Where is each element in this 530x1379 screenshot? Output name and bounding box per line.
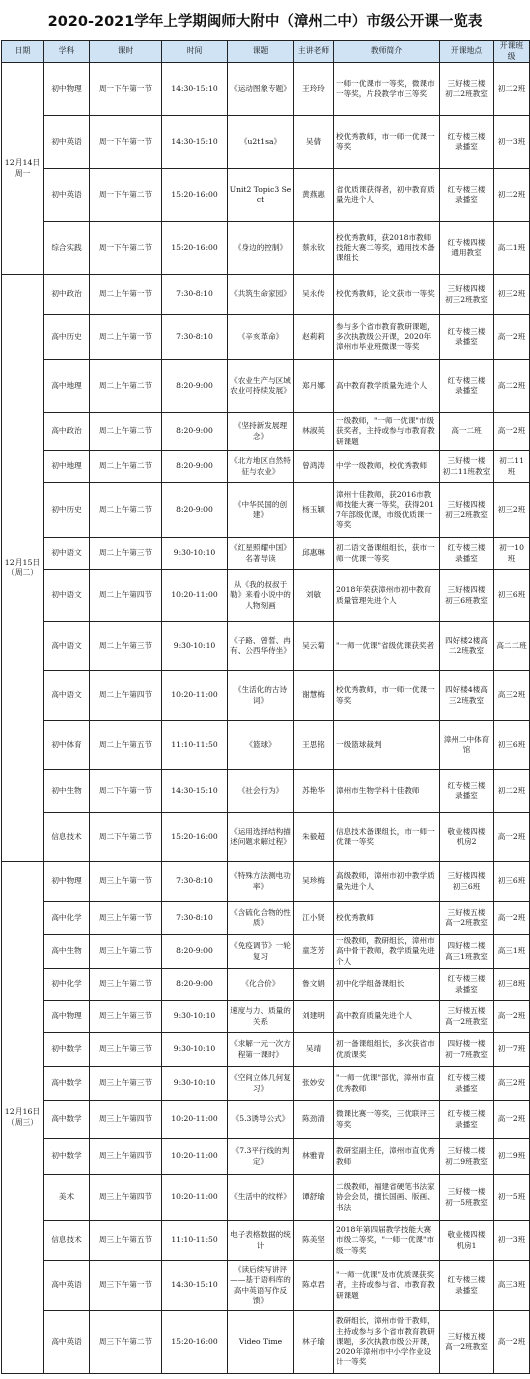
intro-cell: 教研组长，漳州市骨干教师，主持或参与多个省市教育教研课题，多次执教市级公开课，2020年漳州市中小学作业设计一等奖	[334, 1311, 440, 1374]
table-row	[2, 1175, 530, 1221]
topic-cell: 《求解一元一次方程第一课时》	[228, 1033, 294, 1067]
intro-cell: 漳州市生物学科十佳教师	[334, 770, 440, 813]
topic-cell: 《坚持新发展理念》	[228, 413, 294, 451]
table-row	[2, 813, 530, 862]
period-cell: 周三上午第一节	[90, 902, 162, 935]
class-cell: 初三2班	[494, 275, 530, 315]
subject-cell: 高中政治	[44, 413, 90, 451]
class-cell: 高三3班	[494, 1261, 530, 1311]
class-cell: 初三6班	[494, 862, 530, 902]
intro-cell: 初二语文备课组组长，获市一师一优课一等奖	[334, 538, 440, 570]
intro-cell: 校优秀教师	[334, 902, 440, 935]
table-row	[2, 862, 530, 902]
header-subject: 学科	[44, 41, 90, 63]
topic-cell: 《社会行为》	[228, 770, 294, 813]
time-cell: 9:30-10:10	[162, 622, 228, 671]
place-cell: 三好楼一楼 初二11班教室	[440, 451, 494, 483]
header-topic: 课题	[228, 41, 294, 63]
period-cell: 周三上午第三节	[90, 1067, 162, 1101]
period-cell: 周三上午第四节	[90, 1101, 162, 1139]
place-cell: 三好楼五楼 高一2班教室	[440, 902, 494, 935]
intro-cell: 高中教育质量先进个人	[334, 1001, 440, 1033]
place-cell: 敬业楼四楼 机房2	[440, 813, 494, 862]
teacher-cell: 吴倩	[294, 116, 334, 169]
place-cell: 三好楼五楼 高一2班教室	[440, 1001, 494, 1033]
time-cell: 8:20-9:00	[162, 413, 228, 451]
teacher-cell: 林淑英	[294, 413, 334, 451]
place-cell: 三好楼五楼 高一2班教室	[440, 1311, 494, 1374]
intro-cell: 信息技术备课组长，市一师一优课一等奖	[334, 813, 440, 862]
class-cell: 高一2班	[494, 1101, 530, 1139]
teacher-cell: 童芝芳	[294, 935, 334, 969]
topic-cell: 《子路、曾皙、冉有、公西华侍坐》	[228, 622, 294, 671]
class-cell: 高三2班	[494, 1067, 530, 1101]
place-cell: 敬业楼四楼 机房1	[440, 1221, 494, 1261]
topic-cell: 《共筑生命家园》	[228, 275, 294, 315]
teacher-cell: 曾鸿涛	[294, 451, 334, 483]
period-cell: 周二上午第二节	[90, 483, 162, 538]
intro-cell: "一师一优课"部优，漳州市直优秀教师	[334, 1067, 440, 1101]
schedule-table	[1, 40, 530, 1374]
intro-cell: 2018年第四届教学技能大赛市级二等奖，"一师一优课"市级一等奖	[334, 1221, 440, 1261]
place-cell: 红专楼三楼 录播室	[440, 1067, 494, 1101]
class-cell: 初二9班	[494, 1139, 530, 1175]
period-cell: 周二上午第一节	[90, 275, 162, 315]
period-cell: 周一下午第一节	[90, 63, 162, 116]
class-cell: 初三6班	[494, 570, 530, 622]
period-cell: 周三上午第三节	[90, 1033, 162, 1067]
teacher-cell: 鲁文娟	[294, 969, 334, 1001]
subject-cell: 初中政治	[44, 275, 90, 315]
class-cell: 初二11班	[494, 451, 530, 483]
table-row	[2, 1139, 530, 1175]
subject-cell: 初中化学	[44, 969, 90, 1001]
table-body	[2, 63, 530, 1374]
table-row	[2, 63, 530, 116]
period-cell: 周一下午第一节	[90, 116, 162, 169]
teacher-cell: 林雅青	[294, 1139, 334, 1175]
topic-cell: 《篮球》	[228, 721, 294, 770]
topic-cell: 《u2t1sa》	[228, 116, 294, 169]
time-cell: 10:20-11:00	[162, 1175, 228, 1221]
class-cell: 初三6班	[494, 721, 530, 770]
subject-cell: 高中英语	[44, 1261, 90, 1311]
intro-cell: 参与多个省市教育教研课题，多次执教级公开课，2020年漳州市毕业班微课一等奖	[334, 315, 440, 360]
intro-cell: 校优秀教师，市一师一优课一等奖	[334, 116, 440, 169]
class-cell: 初三8班	[494, 969, 530, 1001]
teacher-cell: 谭舒瑜	[294, 1175, 334, 1221]
teacher-cell: 苏艳华	[294, 770, 334, 813]
topic-cell: 《农业生产与区域农业可持续发展》	[228, 360, 294, 413]
time-cell: 8:20-9:00	[162, 483, 228, 538]
topic-cell: 《运用选择结构描述问题求解过程》	[228, 813, 294, 862]
teacher-cell: 刘建明	[294, 1001, 334, 1033]
topic-cell: 《中华民国的创建》	[228, 483, 294, 538]
period-cell: 周三下午第二节	[90, 1311, 162, 1374]
class-cell: 高一2班	[494, 1001, 530, 1033]
subject-cell: 高中英语	[44, 1311, 90, 1374]
place-cell: 四好楼二楼 高三1班教室	[440, 935, 494, 969]
date-cell: 12月15日 （周二）	[2, 275, 44, 862]
teacher-cell: 王思铭	[294, 721, 334, 770]
subject-cell: 初中地理	[44, 451, 90, 483]
header-intro: 教师简介	[334, 41, 440, 63]
class-cell: 高三2班	[494, 671, 530, 721]
time-cell: 7:30-8:10	[162, 902, 228, 935]
subject-cell: 高中语文	[44, 671, 90, 721]
header-teacher: 主讲老师	[294, 41, 334, 63]
intro-cell: 校优秀教师，论文获市一等奖	[334, 275, 440, 315]
time-cell: 9:30-10:10	[162, 538, 228, 570]
place-cell: 三好楼二楼 初二9班教室	[440, 1139, 494, 1175]
period-cell: 周三上午第三节	[90, 1001, 162, 1033]
subject-cell: 初中英语	[44, 169, 90, 222]
subject-cell: 初中物理	[44, 862, 90, 902]
topic-cell: 《含硫化合物的性质》	[228, 902, 294, 935]
period-cell: 周三上午第四节	[90, 1139, 162, 1175]
table-row	[2, 935, 530, 969]
place-cell: 四好楼4楼高 三2班教室	[440, 671, 494, 721]
place-cell: 红专楼三楼 录播室	[440, 169, 494, 222]
intro-cell: 一级教师，教研组长，漳州市高中骨干教师，教学质量先进个人	[334, 935, 440, 969]
intro-cell: 漳州十佳教师，获2016市教师技能大赛一等奖，获得2017年部级优课，市级优质课一等奖	[334, 483, 440, 538]
topic-cell: 《5.3诱导公式》	[228, 1101, 294, 1139]
teacher-cell: 吴云菊	[294, 622, 334, 671]
header-class: 开课班级	[494, 41, 530, 63]
period-cell: 周二上午第二节	[90, 451, 162, 483]
topic-cell: 《特殊方法测电功率》	[228, 862, 294, 902]
period-cell: 周二上午第一节	[90, 315, 162, 360]
topic-cell: 《生活中的纹样》	[228, 1175, 294, 1221]
class-cell: 高一2班	[494, 902, 530, 935]
period-cell: 周二上午第三节	[90, 622, 162, 671]
table-row	[2, 1261, 530, 1311]
class-cell: 初一7班	[494, 1033, 530, 1067]
period-cell: 周二上午第四节	[90, 570, 162, 622]
topic-cell: 《读后续写讲评——基于语料库的高中英语写作反馈》	[228, 1261, 294, 1311]
time-cell: 10:20-11:00	[162, 671, 228, 721]
class-cell: 高三1班	[494, 935, 530, 969]
class-cell: 初二2班	[494, 770, 530, 813]
time-cell: 15:20-16:00	[162, 1311, 228, 1374]
class-cell: 高二二班	[494, 622, 530, 671]
subject-cell: 初中历史	[44, 483, 90, 538]
intro-cell: 校优秀教师，市一师一优课一等奖	[334, 671, 440, 721]
subject-cell: 初中数学	[44, 1139, 90, 1175]
period-cell: 周二上午第三节	[90, 538, 162, 570]
topic-cell: 速度与力、质量的关系	[228, 1001, 294, 1033]
place-cell: 红专楼三楼 录播室	[440, 538, 494, 570]
class-cell: 初一5班	[494, 1175, 530, 1221]
subject-cell: 初中语文	[44, 538, 90, 570]
place-cell: 红专楼三楼 录播室	[440, 1261, 494, 1311]
subject-cell: 高中语文	[44, 622, 90, 671]
table-row	[2, 413, 530, 451]
table-row	[2, 622, 530, 671]
time-cell: 7:30-8:10	[162, 862, 228, 902]
place-cell: 红专楼三楼 录播室	[440, 969, 494, 1001]
header-period: 课时	[90, 41, 162, 63]
time-cell: 8:20-9:00	[162, 360, 228, 413]
period-cell: 周二上午第二节	[90, 413, 162, 451]
place-cell: 三好楼一楼 初一5班教室	[440, 1175, 494, 1221]
teacher-cell: 朱毅超	[294, 813, 334, 862]
time-cell: 15:20-16:00	[162, 222, 228, 275]
topic-cell: 《北方地区自然特征与农业》	[228, 451, 294, 483]
place-cell: 三好楼三楼 初二2班教室	[440, 63, 494, 116]
intro-cell: 省优质课获得者，初中教育质量先进个人	[334, 169, 440, 222]
class-cell: 高一2班	[494, 1311, 530, 1374]
time-cell: 11:10-11:50	[162, 1221, 228, 1261]
intro-cell: 初一备课组组长，多次获省市优质课奖	[334, 1033, 440, 1067]
intro-cell: "一师一优课"省级优课获奖者	[334, 622, 440, 671]
topic-cell: 《身边的控制》	[228, 222, 294, 275]
teacher-cell: 王玲玲	[294, 63, 334, 116]
topic-cell: Video Time	[228, 1311, 294, 1374]
topic-cell: 《化合价》	[228, 969, 294, 1001]
subject-cell: 高中物理	[44, 1001, 90, 1033]
teacher-cell: 陈美坚	[294, 1221, 334, 1261]
teacher-cell: 谢慧梅	[294, 671, 334, 721]
teacher-cell: 吴永传	[294, 275, 334, 315]
subject-cell: 初中数学	[44, 1033, 90, 1067]
period-cell: 周三上午第二节	[90, 935, 162, 969]
table-header-row	[2, 41, 530, 63]
table-row	[2, 116, 530, 169]
table-row	[2, 1101, 530, 1139]
place-cell: 红专楼三楼 录播室	[440, 770, 494, 813]
table-row	[2, 451, 530, 483]
teacher-cell: 张妙安	[294, 1067, 334, 1101]
page-title: 2020-2021学年上学期闽师大附中（漳州二中）市级公开课一览表	[47, 13, 483, 30]
place-cell: 四好楼一楼 初一7班教室	[440, 1033, 494, 1067]
class-cell: 初二2班	[494, 63, 530, 116]
teacher-cell: 吴珍梅	[294, 862, 334, 902]
subject-cell: 美术	[44, 1175, 90, 1221]
teacher-cell: 赵莉莉	[294, 315, 334, 360]
intro-cell: 微课比赛一等奖，三优联评三等奖	[334, 1101, 440, 1139]
subject-cell: 信息技术	[44, 813, 90, 862]
teacher-cell: 林子瑜	[294, 1311, 334, 1374]
table-row	[2, 969, 530, 1001]
table-row	[2, 1067, 530, 1101]
period-cell: 周一下午第二节	[90, 222, 162, 275]
place-cell: 红专楼三楼 录播室	[440, 315, 494, 360]
subject-cell: 初中物理	[44, 63, 90, 116]
intro-cell: 中学一级教师，校优秀教师	[334, 451, 440, 483]
subject-cell: 初中语文	[44, 570, 90, 622]
place-cell: 红专楼三楼 录播室	[440, 1101, 494, 1139]
table-row	[2, 538, 530, 570]
place-cell: 三好楼四楼 初三6班	[440, 862, 494, 902]
table-row	[2, 1311, 530, 1374]
intro-cell: 校优秀教师，获2018市教师技能大赛二等奖，通用技术备课组长	[334, 222, 440, 275]
table-row	[2, 1033, 530, 1067]
intro-cell: "一师一优课"及市优质课获奖者，主持或参与省、市教育教研课题	[334, 1261, 440, 1311]
table-row	[2, 721, 530, 770]
teacher-cell: 陈卓君	[294, 1261, 334, 1311]
period-cell: 周二下午第一节	[90, 770, 162, 813]
table-row	[2, 902, 530, 935]
place-cell: 红专楼三楼 录播室	[440, 360, 494, 413]
table-row	[2, 671, 530, 721]
class-cell: 高二2班	[494, 360, 530, 413]
intro-cell: 二级教师，福建省硬笔书法家协会会员，擅长国画、版画、书法	[334, 1175, 440, 1221]
subject-cell: 高中化学	[44, 902, 90, 935]
table-row	[2, 483, 530, 538]
intro-cell: 高中教育教学质量先进个人	[334, 360, 440, 413]
intro-cell: 教研室副主任，漳州市直优秀教师	[334, 1139, 440, 1175]
table-row	[2, 770, 530, 813]
time-cell: 9:30-10:10	[162, 1001, 228, 1033]
period-cell: 周二上午第二节	[90, 360, 162, 413]
period-cell: 周二上午第四节	[90, 671, 162, 721]
subject-cell: 初中生物	[44, 770, 90, 813]
table-row	[2, 1001, 530, 1033]
class-cell: 高二1班	[494, 222, 530, 275]
teacher-cell: 郑月娜	[294, 360, 334, 413]
period-cell: 周三上午第一节	[90, 862, 162, 902]
time-cell: 8:20-9:00	[162, 969, 228, 1001]
place-cell: 四好楼2楼高 二2班教室	[440, 622, 494, 671]
time-cell: 8:20-9:00	[162, 451, 228, 483]
topic-cell: 《运动图象专题》	[228, 63, 294, 116]
time-cell: 14:30-15:10	[162, 63, 228, 116]
time-cell: 8:20-9:00	[162, 935, 228, 969]
topic-cell: 电子表格数据的统计	[228, 1221, 294, 1261]
subject-cell: 高中数学	[44, 1101, 90, 1139]
header-time: 时间	[162, 41, 228, 63]
date-cell: 12月16日 （周三）	[2, 862, 44, 1374]
subject-cell: 信息技术	[44, 1221, 90, 1261]
class-cell: 初一10班	[494, 538, 530, 570]
period-cell: 周三上午第五节	[90, 1221, 162, 1261]
subject-cell: 高中地理	[44, 360, 90, 413]
time-cell: 14:30-15:10	[162, 770, 228, 813]
topic-cell: 《免疫调节》一轮复习	[228, 935, 294, 969]
time-cell: 14:30-15:10	[162, 116, 228, 169]
table-row	[2, 570, 530, 622]
class-cell: 初一3班	[494, 116, 530, 169]
subject-cell: 高中数学	[44, 1067, 90, 1101]
place-cell: 漳州二中体育馆	[440, 721, 494, 770]
class-cell: 初三2班	[494, 483, 530, 538]
table-row	[2, 275, 530, 315]
time-cell: 7:30-8:10	[162, 315, 228, 360]
topic-cell: 《7.3平行线的判定》	[228, 1139, 294, 1175]
topic-cell: Unit2 Topic3 Sect	[228, 169, 294, 222]
header-place: 开课地点	[440, 41, 494, 63]
time-cell: 10:20-11:00	[162, 1139, 228, 1175]
place-cell: 三好楼四楼 初三2班教室	[440, 483, 494, 538]
teacher-cell: 杨玉颖	[294, 483, 334, 538]
date-cell: 12月14日 周一	[2, 63, 44, 275]
teacher-cell: 邱惠琳	[294, 538, 334, 570]
class-cell: 初一3班	[494, 1221, 530, 1261]
subject-cell: 综合实践	[44, 222, 90, 275]
teacher-cell: 蔡永钦	[294, 222, 334, 275]
topic-cell: 《空间立体几何复习》	[228, 1067, 294, 1101]
teacher-cell: 吴靖	[294, 1033, 334, 1067]
time-cell: 10:20-11:00	[162, 1101, 228, 1139]
subject-cell: 高中生物	[44, 935, 90, 969]
period-cell: 周一下午第二节	[90, 169, 162, 222]
place-cell: 红专楼三楼 录播室	[440, 116, 494, 169]
time-cell: 15:20-16:00	[162, 169, 228, 222]
time-cell: 11:10-11:50	[162, 721, 228, 770]
period-cell: 周三下午第一节	[90, 1261, 162, 1311]
subject-cell: 初中体育	[44, 721, 90, 770]
table-row	[2, 315, 530, 360]
intro-cell: 一级教师，"一师一优课"市级获奖者，主持或参与市教育教研课题	[334, 413, 440, 451]
intro-cell: 一师一优课市一等奖，微课市一等奖，片段教学市三等奖	[334, 63, 440, 116]
time-cell: 10:20-11:00	[162, 570, 228, 622]
header-date: 日期	[2, 41, 44, 63]
subject-cell: 初中英语	[44, 116, 90, 169]
place-cell: 红专楼四楼 通用教室	[440, 222, 494, 275]
teacher-cell: 刘敏	[294, 570, 334, 622]
time-cell: 7:30-8:10	[162, 275, 228, 315]
class-cell: 初二2班	[494, 169, 530, 222]
topic-cell: 从《我的叔叔于勒》来看小说中的人物刻画	[228, 570, 294, 622]
teacher-cell: 陈劲清	[294, 1101, 334, 1139]
teacher-cell: 黄燕惠	[294, 169, 334, 222]
place-cell: 高一二班	[440, 413, 494, 451]
class-cell: 高一2班	[494, 315, 530, 360]
table-row	[2, 169, 530, 222]
class-cell: 高一2班	[494, 813, 530, 862]
place-cell: 三好楼四楼 初三6班教室	[440, 570, 494, 622]
place-cell: 三好楼四楼 初三2班教室	[440, 275, 494, 315]
time-cell: 14:30-15:10	[162, 1261, 228, 1311]
time-cell: 15:20-16:00	[162, 813, 228, 862]
intro-cell: 高级教师，漳州市初中教学质量先进个人	[334, 862, 440, 902]
table-row	[2, 222, 530, 275]
table-row	[2, 1221, 530, 1261]
class-cell: 高一2班	[494, 413, 530, 451]
intro-cell: 初中化学组备课组长	[334, 969, 440, 1001]
time-cell: 9:30-10:10	[162, 1033, 228, 1067]
period-cell: 周二下午第二节	[90, 813, 162, 862]
period-cell: 周三上午第二节	[90, 969, 162, 1001]
intro-cell: 2018年荣获漳州市初中教育质量管理先进个人	[334, 570, 440, 622]
subject-cell: 高中历史	[44, 315, 90, 360]
period-cell: 周三上午第四节	[90, 1175, 162, 1221]
topic-cell: 《辛亥革命》	[228, 315, 294, 360]
intro-cell: 一级篮球裁判	[334, 721, 440, 770]
topic-cell: 《生活化的古诗词》	[228, 671, 294, 721]
period-cell: 周二上午第五节	[90, 721, 162, 770]
topic-cell: 《红星照耀中国》名著导读	[228, 538, 294, 570]
table-row	[2, 360, 530, 413]
teacher-cell: 江小贤	[294, 902, 334, 935]
time-cell: 9:30-10:10	[162, 1067, 228, 1101]
